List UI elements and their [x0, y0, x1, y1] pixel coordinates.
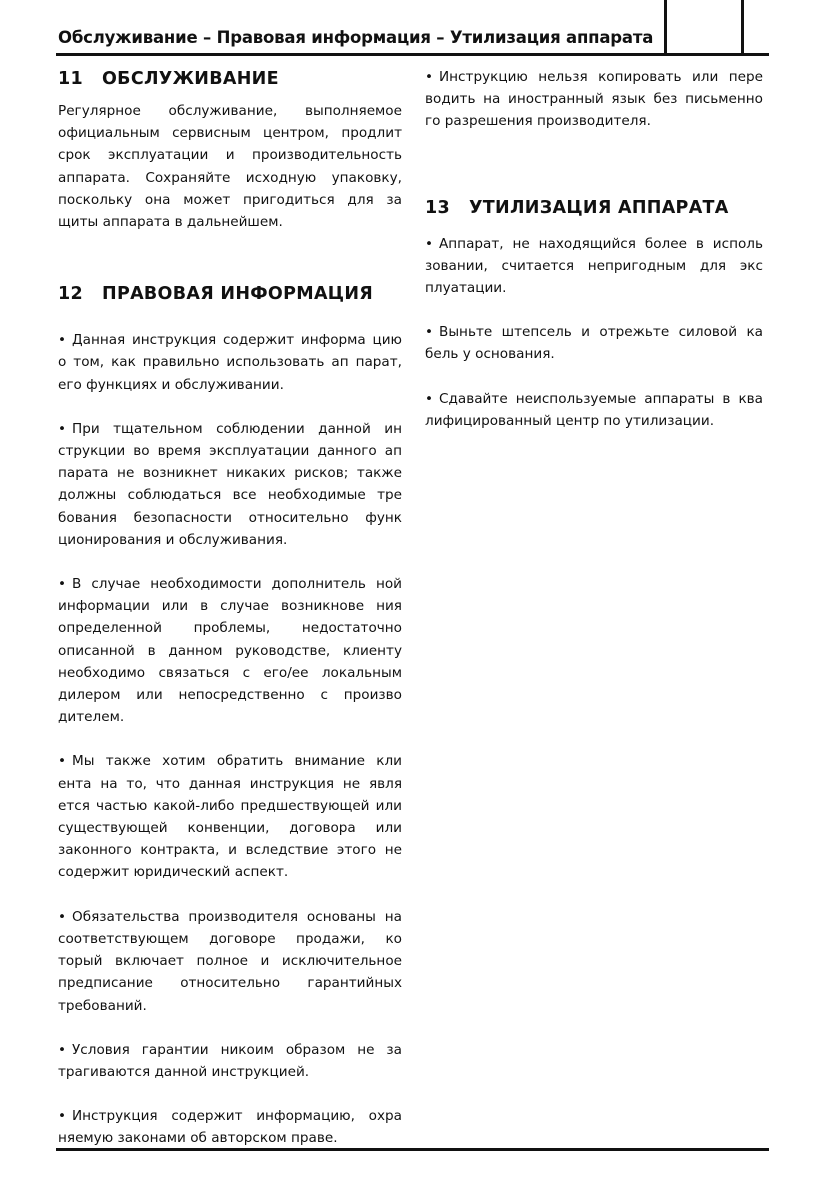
bullet-icon: •: [58, 332, 67, 349]
bullet-icon: •: [425, 390, 434, 407]
section-number: 12: [58, 284, 83, 305]
bullet-text: Условия гарантии никоим образом не за трагиваются данной инструкцией.: [58, 1041, 402, 1080]
bullet-icon: •: [425, 235, 434, 252]
section-title: ПРАВОВАЯ ИНФОРМАЦИЯ: [102, 284, 374, 305]
section-title: УТИЛИЗАЦИЯ АППАРАТА: [469, 197, 729, 218]
footer-rule: [56, 1148, 769, 1151]
bullet-text: Сдавайте неиспользуемые аппараты в ква лифицированный центр по утилизации.: [425, 390, 763, 429]
bullet-icon: •: [425, 324, 434, 341]
section-heading-maintenance: [58, 66, 402, 92]
bullet-icon: •: [58, 908, 67, 925]
page-header-title: Обслуживание – Правовая информация – Утилизация аппарата: [58, 28, 654, 47]
bullet-icon: •: [58, 753, 67, 770]
disposal-bullet-item: [425, 233, 763, 300]
bullet-text: Инструкцию нельзя копировать или пере водить на иностранный язык без письменно го разрешения производителя.: [425, 69, 763, 130]
bullet-text: В случае необходимости дополнитель ной информации или в случае возникнове ния определенной проблемы, недостаточно описанной в данном руководстве, клиенту необходимо связаться с его/ее локальным дилером или непосредственно с произво дителем.: [58, 576, 402, 726]
bullet-icon: •: [58, 576, 67, 593]
bullet-text: При тщательном соблюдении данной ин струкции во время эксплуатации данного ап парата не возникнет никаких рисков; также должны соблюдаться все необходимые тре бования безопасности относительно функ ционирования и обслуживания.: [58, 420, 402, 548]
legal-bullet-item: [425, 66, 763, 133]
section-title: ОБСЛУЖИВАНИЕ: [102, 69, 279, 89]
header-tab-box: [664, 0, 744, 56]
section-number: 11: [58, 69, 83, 89]
section-number: 13: [425, 197, 450, 218]
section-heading-legal: [58, 281, 402, 307]
legal-bullet-item: [58, 906, 402, 1017]
section-heading-disposal: [425, 195, 763, 221]
bullet-icon: •: [58, 420, 67, 437]
legal-bullet-item: [58, 329, 402, 396]
header-rule: [56, 53, 769, 56]
disposal-bullet-item: [425, 321, 763, 365]
bullet-text: Мы также хотим обратить внимание кли ента на то, что данная инструкция не явля ется частью какой-либо предшествующей или существующей конвенции, договора или законного контракта, и вследствие этого не содержит юридический аспект.: [58, 753, 402, 881]
bullet-text: Выньте штепсель и отрежьте силовой ка бель у основания.: [425, 324, 763, 363]
legal-bullet-item: [58, 1105, 402, 1149]
bullet-icon: •: [58, 1041, 67, 1058]
bullet-text: Инструкция содержит информацию, охра няемую законами об авторском праве.: [58, 1108, 402, 1147]
legal-bullet-item: [58, 418, 402, 551]
bullet-text: Данная инструкция содержит информа цию о том, как правильно использовать ап парат, его функциях и обслуживании.: [58, 332, 402, 393]
left-column: [58, 66, 402, 1172]
legal-bullet-item: [58, 750, 402, 883]
bullet-text: Аппарат, не находящийся более в исполь зовании, считается непригодным для экс плуатации.: [425, 235, 763, 297]
disposal-bullet-item: [425, 388, 763, 432]
legal-bullet-item: [58, 573, 402, 728]
bullet-icon: •: [58, 1108, 67, 1125]
bullet-text: Обязательства производителя основаны на соответствующем договоре продажи, ко торый включает полное и исключительное предписание относительно гарантийных требований.: [58, 908, 402, 1014]
right-column: [425, 66, 763, 454]
maintenance-paragraph: Регулярное обслуживание, выполняемое официальным сервисным центром, продлит срок эксплуатации и производительность аппарата. Сохраняйте исходную упаковку, поскольку она может пригодиться для за щиты аппарата в дальнейшем.: [58, 103, 402, 231]
bullet-icon: •: [425, 69, 434, 85]
legal-bullet-item: [58, 1039, 402, 1083]
